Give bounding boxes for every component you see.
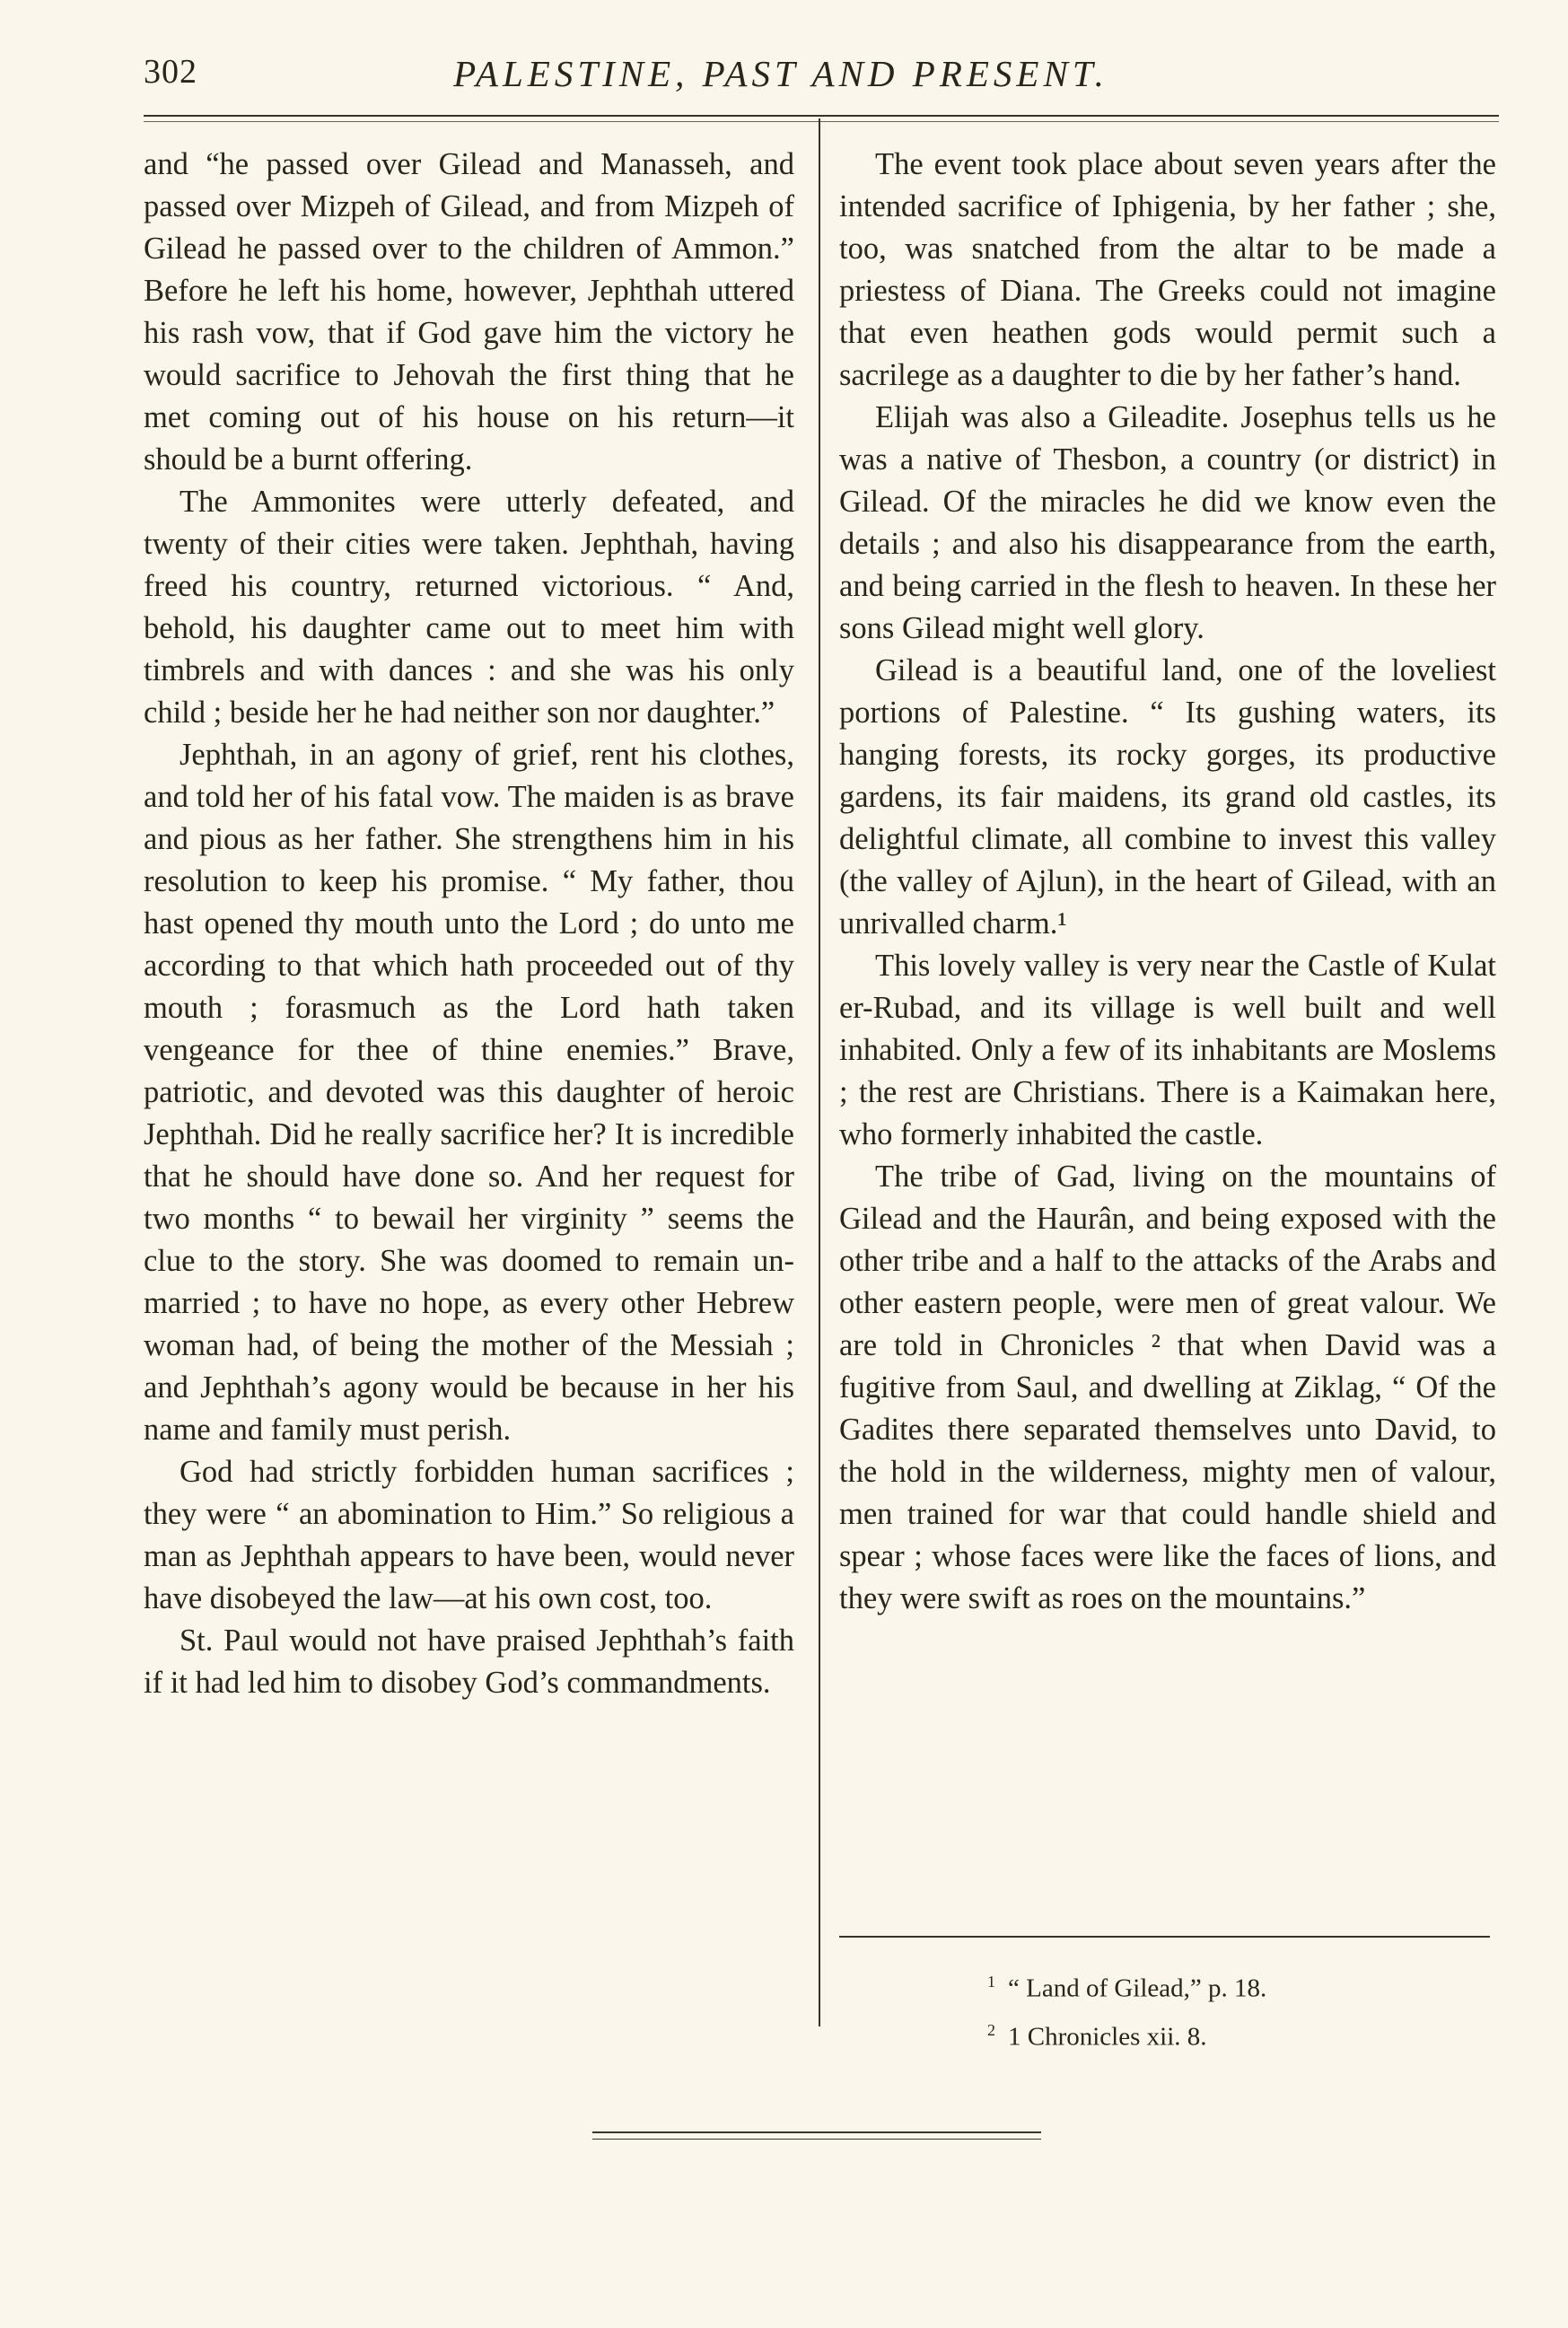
paragraph: Elijah was also a Gileadite. Josephus tells us he was a native of Thesbon, a country (or district) in Gilead. Of the miracles he did we know even the details ; and also his disappearance from the earth, and being carried in the flesh to heaven. In these her sons Gilead might well glory. (839, 400, 1496, 645)
footnote-rule (839, 1936, 1490, 1938)
paragraph: God had strictly forbidden human sacrifices ; they were “ an abomination to Him.” So religious a man as Jephthah appears to have been, would never have disobeyed the law—at his own cost, too. (144, 1455, 794, 1615)
running-title: PALESTINE, PAST AND PRESENT. (453, 53, 1108, 94)
column-divider (819, 118, 820, 2026)
paragraph: Jephthah, in an agony of grief, rent his clothes, and told her of his fatal vow. The maiden is as brave and pious as her father. She strengthens him in his resolution to keep his promise. “ My father, thou hast opened thy mouth unto the Lord ; do unto me according to that which hath proceeded out of thy mouth ; forasmuch as the Lord hath taken vengeance for thee of thine enemies.” Brave, patriotic, and devoted was this daughter of heroic Jephthah. Did he really sacrifice her? It is incredible that he should have done so. And her request for two months “ to bewail her virginity ” seems the clue to the story. She was doomed to remain unmarried ; to have no hope, as every other Hebrew woman had, of being the mother of the Messiah ; and Jephthah’s agony would be because in her his name and family must perish. (144, 738, 794, 1447)
right-column (839, 144, 1496, 1620)
paragraph: The event took place about seven years after the intended sacrifice of Iphigenia, by her father ; she, too, was snatched from the altar to be made a priestess of Diana. The Greeks could not imagine that even heathen gods would permit such a sacrilege as a daughter to die by her father’s hand. (839, 147, 1496, 392)
footnote-marker: 2 (987, 2020, 995, 2039)
paragraph: This lovely valley is very near the Castle of Kulat er-Rubad, and its village is well built and well inhabited. Only a few of its inhabitants are Moslems ; the rest are Christians. There is a Kaimakan here, who formerly inhabited the castle. (839, 949, 1496, 1151)
header-rule (144, 115, 1499, 117)
end-of-page-rule (592, 2131, 1041, 2133)
page-number: 302 (144, 53, 197, 91)
left-column (144, 144, 794, 1704)
footnote (987, 1961, 1490, 2009)
footnote-marker: 1 (987, 1973, 995, 1991)
paragraph: The Ammonites were utterly defeated, and twenty of their cities were taken. Jephthah, having freed his country, returned victorious. “ And, behold, his daughter came out to meet him with timbrels and with dances : and she was his only child ; beside her he had neither son nor daughter.” (144, 485, 794, 730)
page-header (144, 52, 1418, 106)
footnote-text: “ Land of Gilead,” p. 18. (1008, 1974, 1267, 2003)
footnotes (987, 1961, 1490, 2057)
footnote (987, 2009, 1490, 2058)
paragraph: and “he passed over Gilead and Manasseh, and passed over Mizpeh of Gilead, and from Mizpeh of Gilead he passed over to the children of Ammon.” Before he left his home, however, Jephthah uttered his rash vow, that if God gave him the victory he would sacrifice to Jehovah the first thing that he met coming out of his house on his return—it should be a burnt offering. (144, 147, 794, 477)
footnote-text: 1 Chronicles xii. 8. (1008, 2022, 1207, 2052)
paragraph: St. Paul would not have praised Jephthah’s faith if it had led him to disobey God’s commandments. (144, 1623, 794, 1700)
paragraph: The tribe of Gad, living on the mountains of Gilead and the Haurân, and being exposed with the other tribe and a half to the attacks of the Arabs and other eastern people, were men of great valour. We are told in Chronicles ² that when David was a fugitive from Saul, and dwelling at Ziklag, “ Of the Gadites there separated themselves unto David, to the hold in the wilderness, mighty men of valour, men trained for war that could handle shield and spear ; whose faces were like the faces of lions, and they were swift as roes on the mountains.” (839, 1160, 1496, 1615)
paragraph: Gilead is a beautiful land, one of the loveliest portions of Palestine. “ Its gushing waters, its hanging forests, its rocky gorges, its productive gardens, its fair maidens, its grand old castles, its delightful climate, all combine to invest this valley (the valley of Ajlun), in the heart of Gilead, with an unrivalled charm.¹ (839, 653, 1496, 941)
